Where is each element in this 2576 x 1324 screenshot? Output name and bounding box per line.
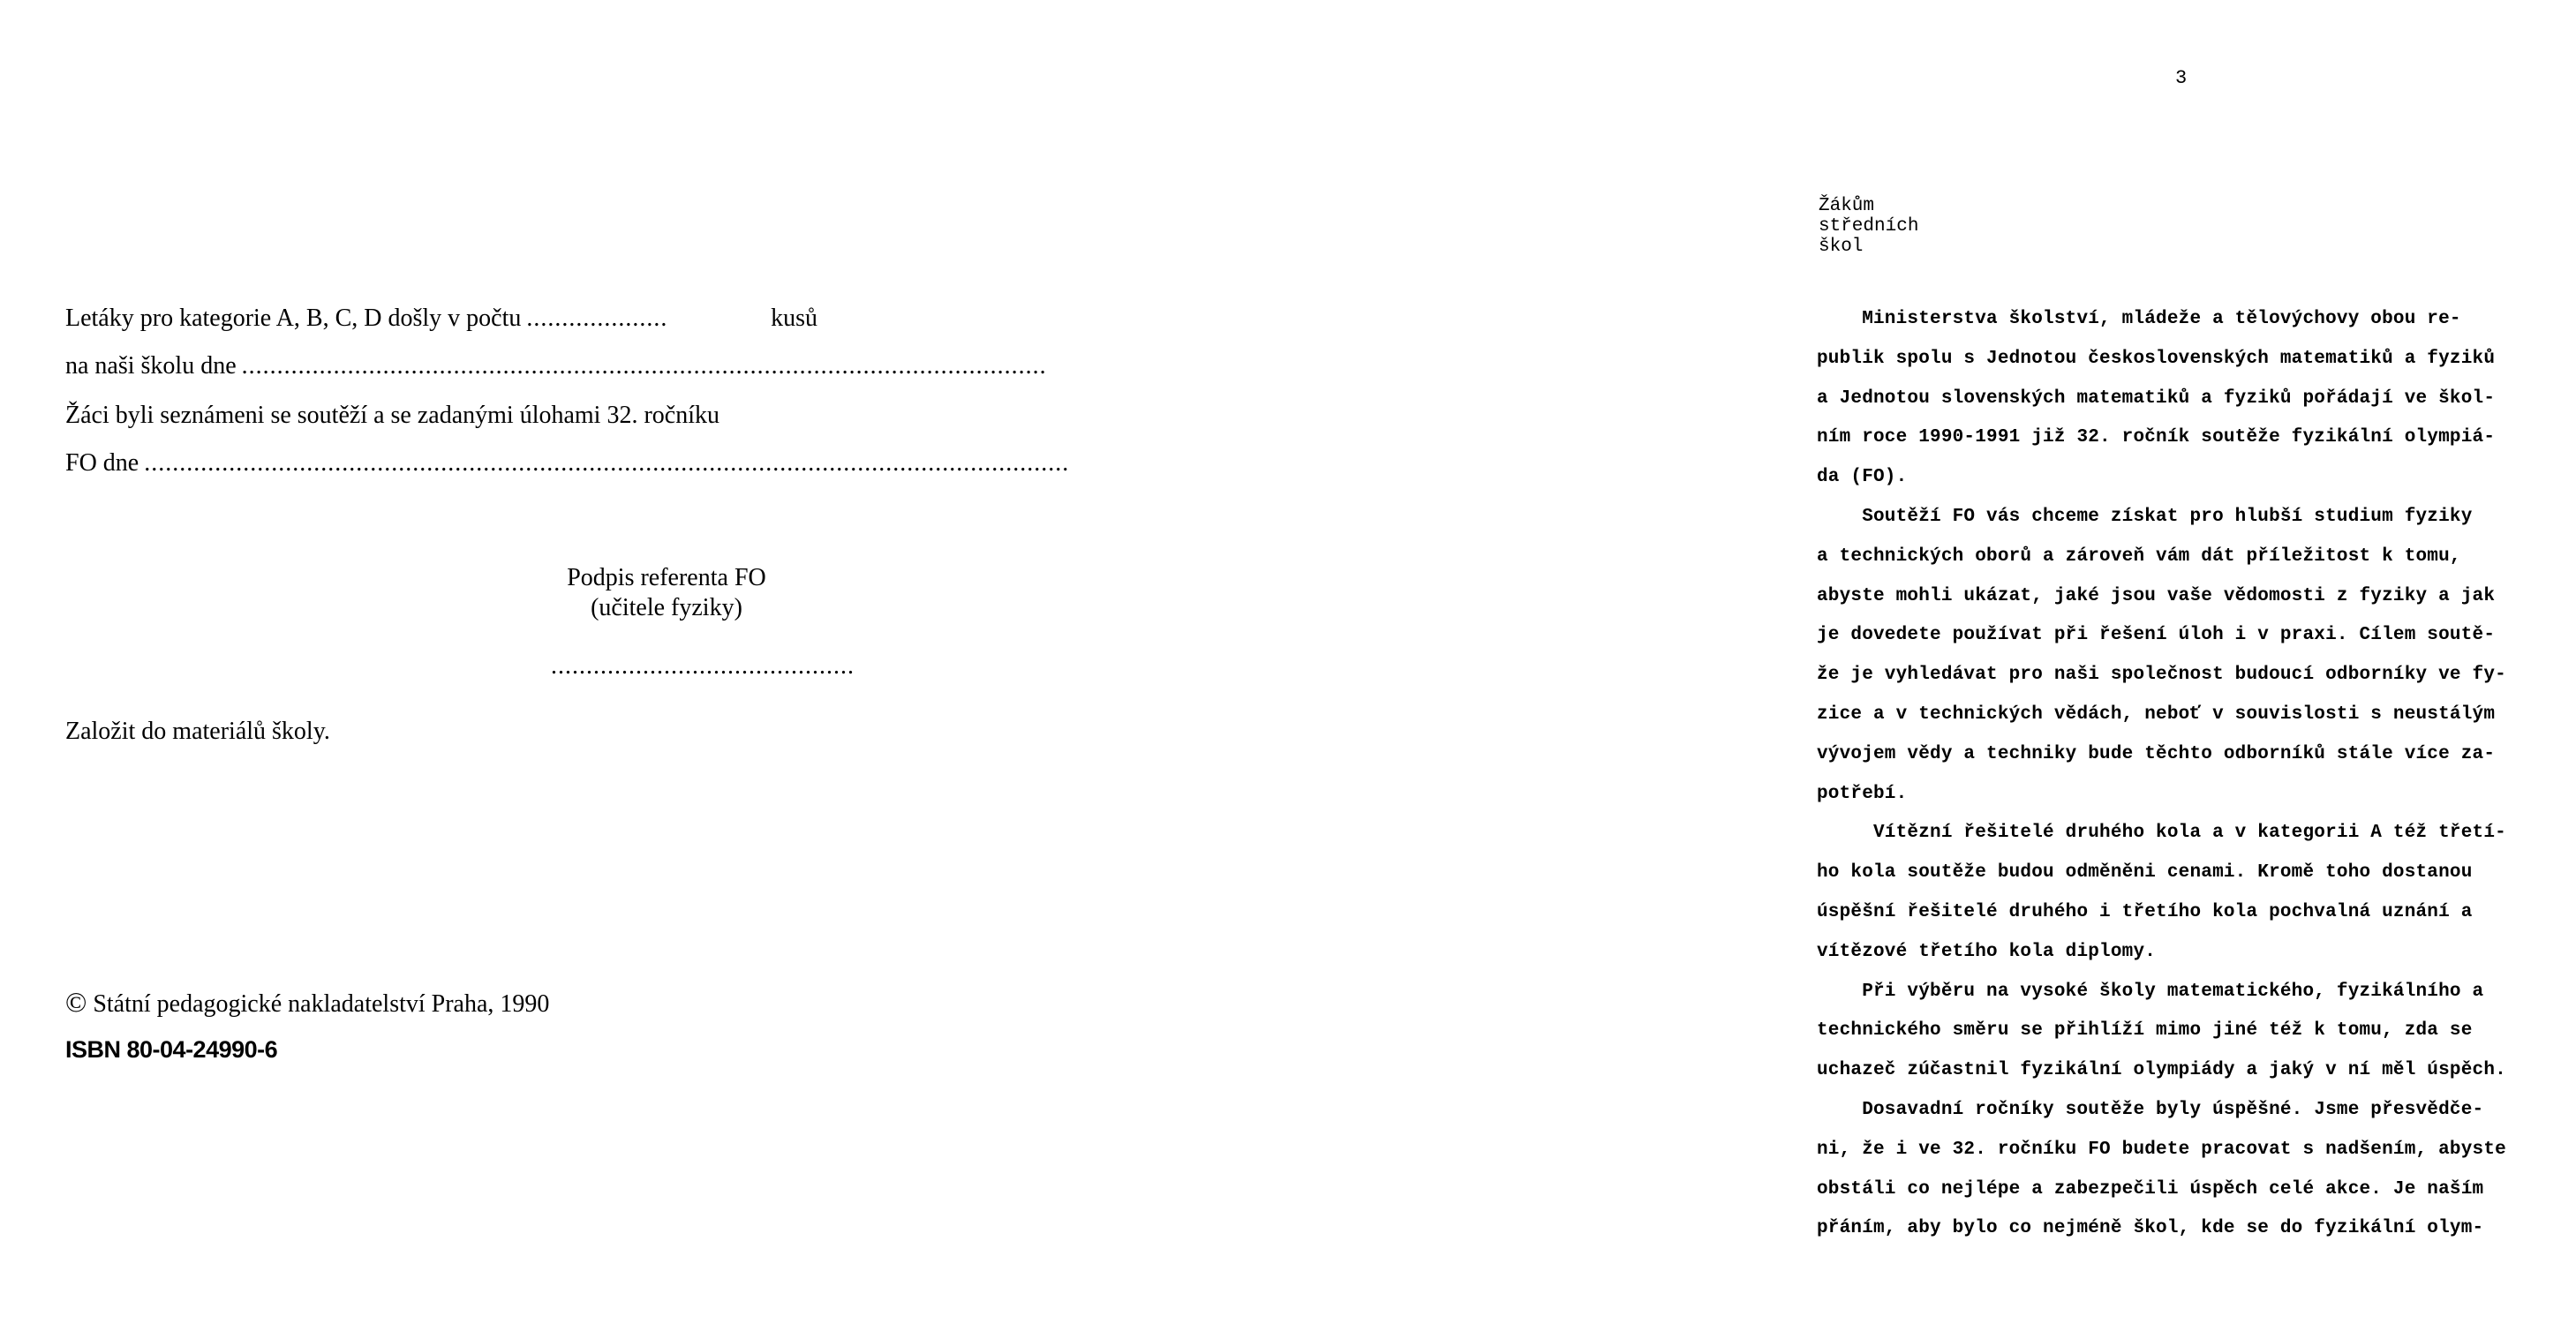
copyright-text: Státní pedagogické nakladatelství Praha, 1990 — [93, 990, 550, 1018]
salutation-heading: Žákům středních škol — [1819, 196, 1919, 257]
text-line: ho kola soutěže budou odměněni cenami. Kromě toho dostanou — [1817, 862, 2473, 884]
text-line: publik spolu s Jednotou československých matematiků a fyziků — [1817, 348, 2496, 369]
form-unit-pieces: kusů — [771, 305, 817, 332]
form-line-date-received — [65, 351, 1047, 381]
left-page — [0, 0, 1070, 1324]
copyright-icon: © — [65, 986, 87, 1018]
text-line: zice a v technických vědách, neboť v souvislosti s neustálým — [1817, 703, 2496, 725]
form-line-leaflets-count — [65, 304, 817, 334]
text-line: je dovedete používat při řešení úloh i v praxi. Cílem soutě- — [1817, 625, 2496, 646]
text-line: abyste mohli ukázat, jaké jsou vaše vědomosti z fyziky a jak — [1817, 585, 2496, 606]
signature-label-line1: Podpis referenta FO — [567, 564, 766, 591]
form-line-fo-date — [65, 448, 1070, 478]
archive-note: Založit do materiálů školy. — [65, 718, 330, 745]
text-line: da (FO). — [1817, 467, 1908, 488]
text-line: a Jednotou slovenských matematiků a fyziků pořádají ve škol- — [1817, 387, 2496, 409]
fill-in-dots-count: .................... — [526, 305, 668, 332]
text-line: že je vyhledávat pro naši společnost budoucí odborníky ve fy- — [1817, 665, 2506, 686]
form-label-fo-date: FO dne — [65, 449, 139, 477]
text-line: Soutěží FO vás chceme získat pro hlubší studium fyziky — [1817, 506, 2473, 527]
form-label-leaflets: Letáky pro kategorie A, B, C, D došly v počtu — [65, 305, 522, 332]
right-page — [874, 0, 2506, 1324]
text-line: obstáli co nejlépe a zabezpečili úspěch celé akce. Je naším — [1817, 1178, 2484, 1200]
text-line: Ministerstva školství, mládeže a tělovýchovy obou re- — [1817, 309, 2461, 329]
text-line: ni, že i ve 32. ročníku FO budete pracovat s nadšením, abyste — [1817, 1139, 2506, 1160]
text-line: vývojem vědy a techniky bude těchto odborníků stále více za- — [1817, 743, 2496, 764]
text-line: ním roce 1990-1991 již 32. ročník soutěže fyzikální olympiá- — [1817, 427, 2496, 448]
text-line: potřebí. — [1817, 783, 1908, 804]
text-line: Dosavadní ročníky soutěže byly úspěšné. Jsme přesvědče- — [1817, 1099, 2484, 1120]
copyright-notice — [65, 987, 549, 1019]
signature-label-line2: (učitele fyziky) — [591, 594, 742, 621]
text-line: Vítězní řešitelé druhého kola a v kategorii A též třetí- — [1817, 823, 2506, 844]
text-line: a technických oborů a zároveň vám dát příležitost k tomu, — [1817, 545, 2461, 567]
fill-in-dots-fo-date: ................................................................................................................................... — [144, 449, 1070, 477]
text-line: přáním, aby bylo co nejméně škol, kde se do fyzikální olym- — [1817, 1218, 2484, 1239]
letter-body — [1817, 300, 2576, 1249]
text-line: uchazeč zúčastnil fyzikální olympiády a jaký v ní měl úspěch. — [1817, 1060, 2506, 1081]
text-line: technického směru se přihlíží mimo jiné též k tomu, zda se — [1817, 1020, 2473, 1042]
fill-in-dots-date-received: .................................................................................................................. — [241, 352, 1047, 380]
signature-label — [530, 563, 803, 623]
signature-dots: ........................................... — [551, 652, 855, 680]
form-label-students-informed: Žáci byli seznámeni se soutěží a se zadanými úlohami 32. ročníku — [65, 402, 719, 429]
isbn: ISBN 80-04-24990-6 — [65, 1036, 278, 1063]
text-line: Při výběru na vysoké školy matematického, fyzikálního a — [1817, 981, 2484, 1002]
text-line: vítězové třetího kola diplomy. — [1817, 941, 2157, 962]
form-label-date-received: na naši školu dne — [65, 352, 237, 380]
page-number: 3 — [2175, 67, 2188, 89]
form-line-students-informed — [65, 401, 817, 431]
text-line: úspěšní řešitelé druhého i třetího kola pochvalná uznání a — [1817, 901, 2473, 922]
